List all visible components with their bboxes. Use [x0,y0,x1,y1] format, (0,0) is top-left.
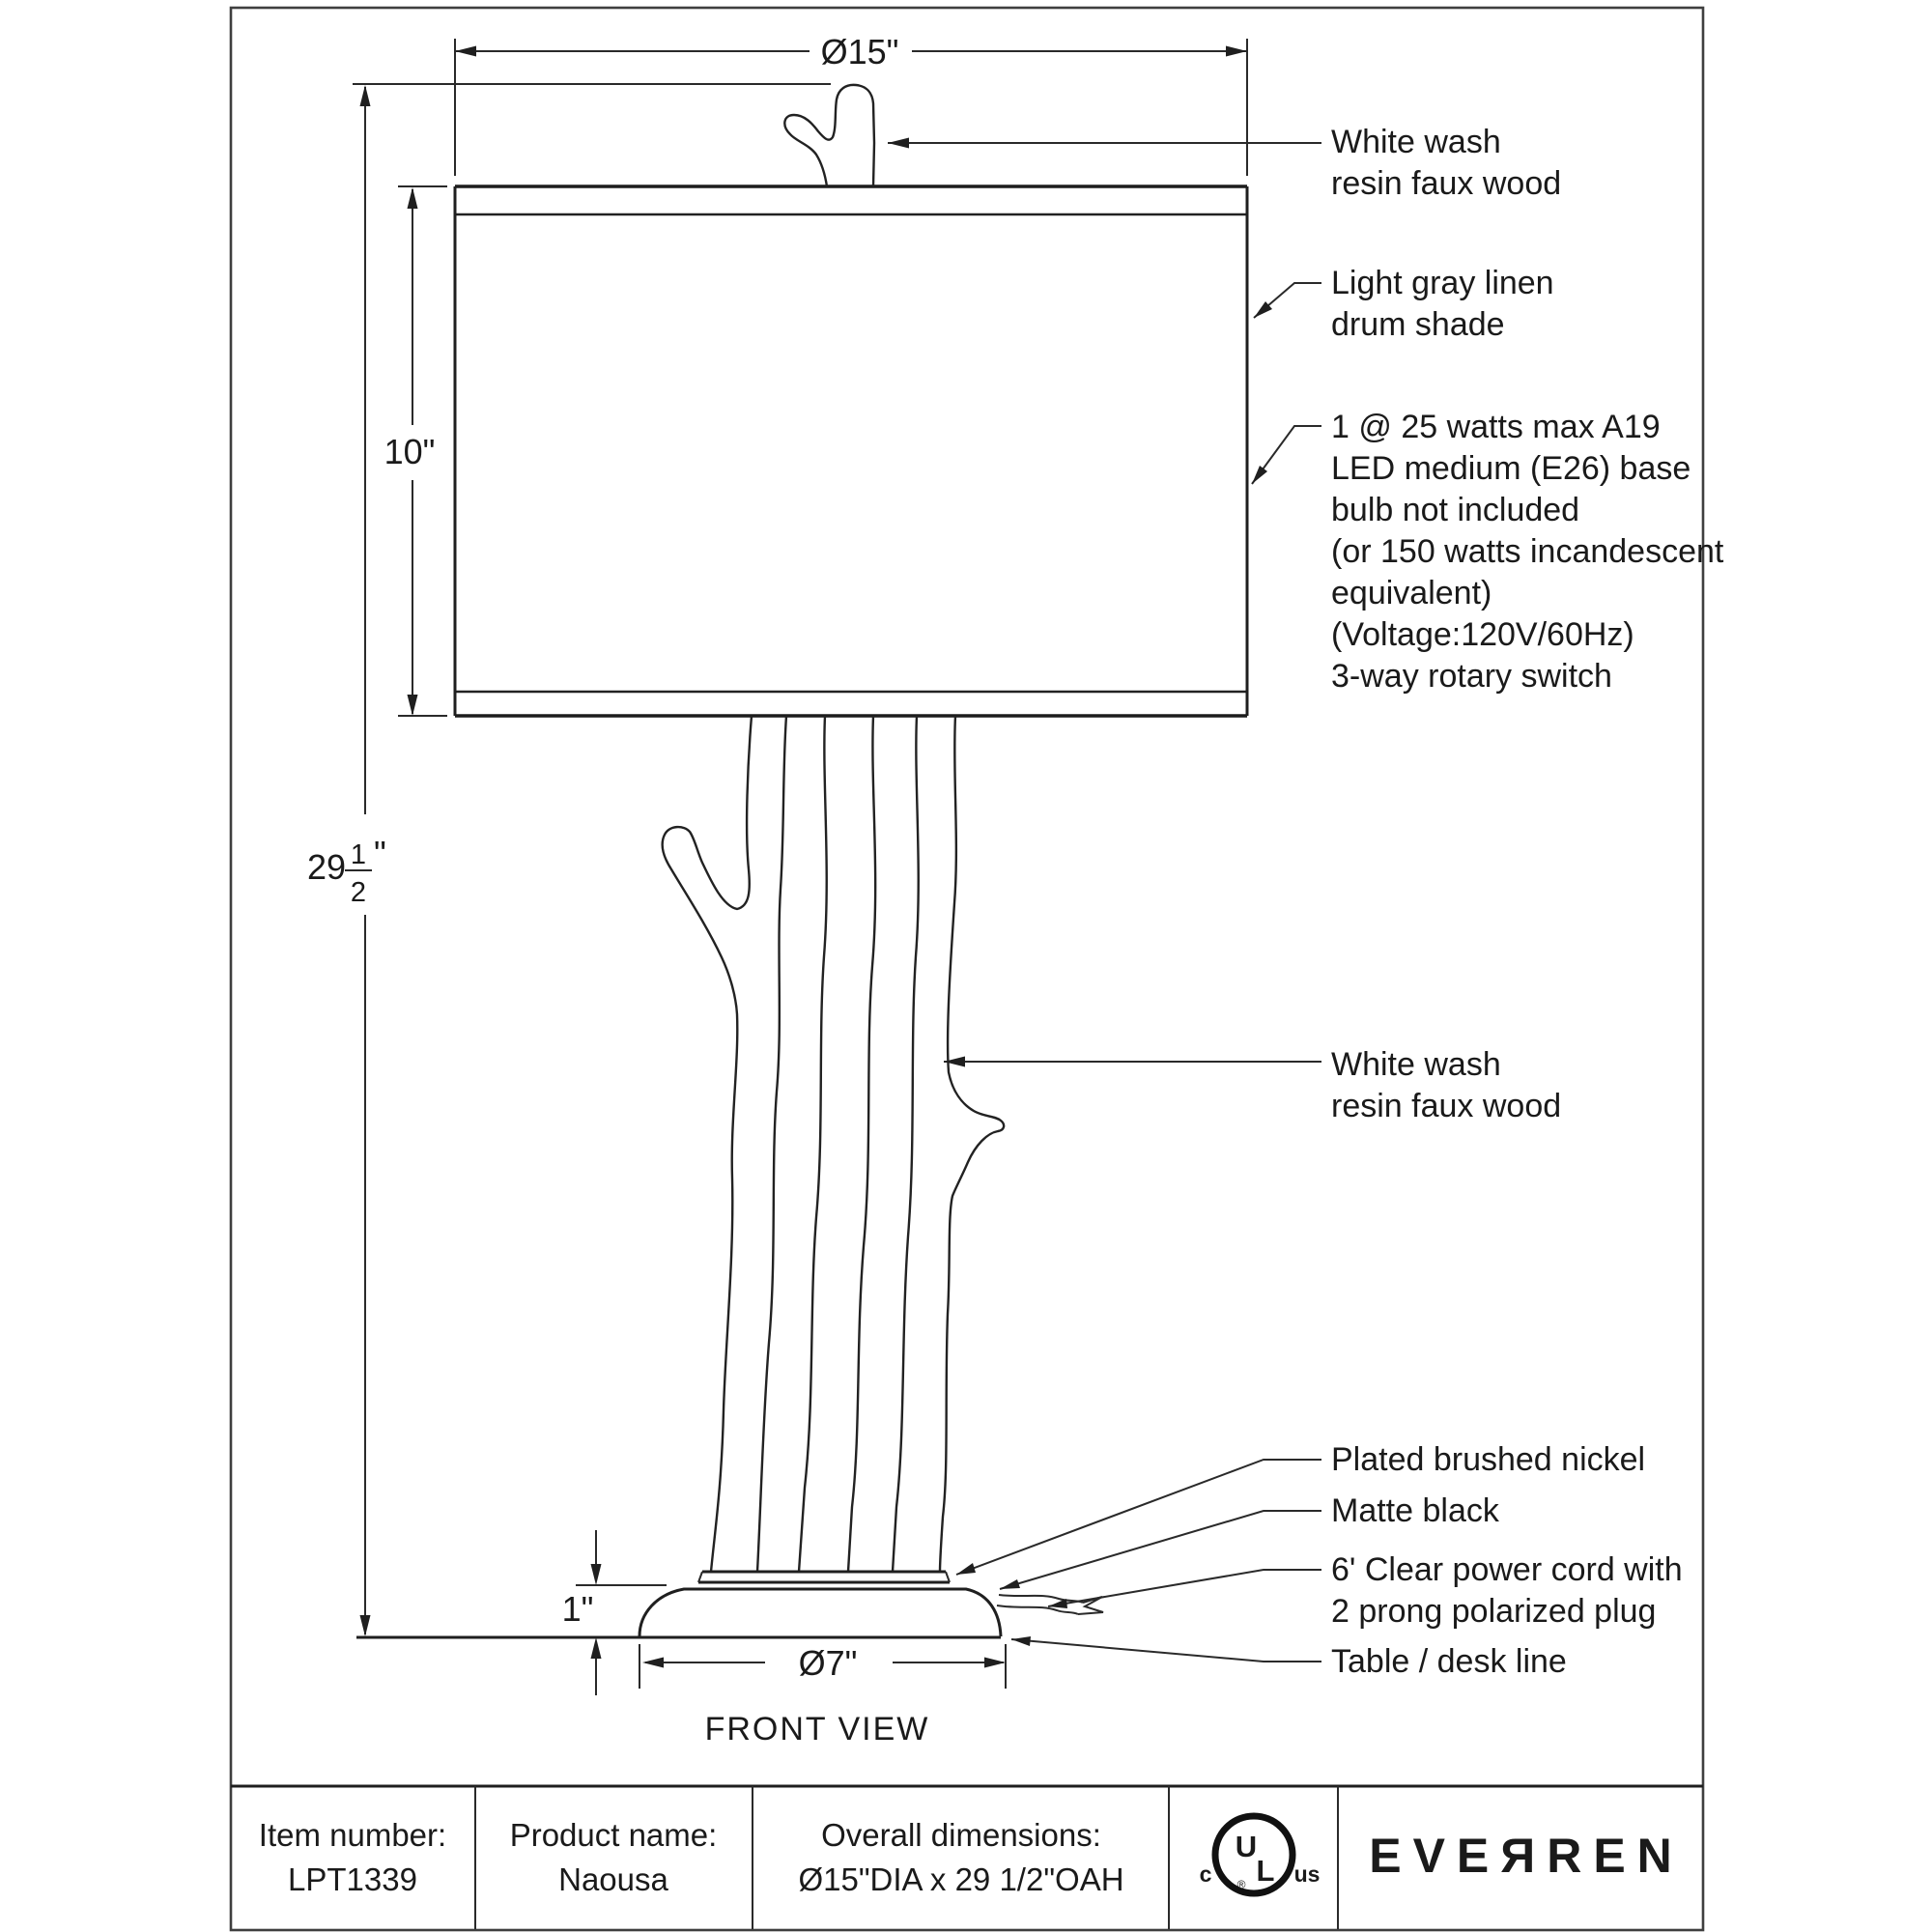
overall-height-unit: " [374,834,386,873]
lamp-base [639,1589,1001,1636]
bulb-note-line4: (or 150 watts incandescent [1331,533,1724,570]
ul-mark-l: L [1256,1854,1275,1888]
ul-c-mark: c [1199,1861,1212,1887]
overall-height-denominator: 2 [350,877,367,908]
body-note-line1: White wash [1331,1046,1501,1083]
annotation-texts [1331,124,1724,1680]
shade-note-line2: drum shade [1331,306,1505,343]
ul-registered-symbol: ® [1236,1878,1246,1891]
shade-height-label: 10" [384,432,436,471]
ul-us-mark: us [1293,1861,1321,1887]
item-number-value: LPT1339 [288,1861,417,1897]
bulb-note-line1: 1 @ 25 watts max A19 [1331,409,1661,445]
finial-note-line1: White wash [1331,124,1501,160]
dim-overall-height [307,85,386,1636]
shade-note-line1: Light gray linen [1331,265,1554,301]
view-label: FRONT VIEW [704,1711,930,1747]
body-note-line2: resin faux wood [1331,1088,1562,1124]
title-block [231,1786,1703,1929]
overall-height-whole: 29 [306,847,346,887]
base-diameter-label: Ø7" [798,1643,858,1683]
base-finish-note: Matte black [1331,1492,1499,1529]
dim-base-height [562,1530,602,1695]
drum-shade [455,186,1247,716]
overall-dimensions-label: Overall dimensions: [821,1817,1101,1853]
bulb-note-line3: bulb not included [1331,492,1580,528]
tree-trunk-body [663,716,1005,1572]
bulb-note-line2: LED medium (E26) base [1331,450,1691,487]
branch-finial [784,85,874,186]
leader-lines [888,138,1321,1662]
dimension-lines [307,32,1247,1695]
cord-note-line1: 6' Clear power cord with [1331,1551,1683,1588]
bulb-note-line6: (Voltage:120V/60Hz) [1331,616,1634,653]
ul-certification-icon [1200,1816,1321,1893]
overall-dimensions-value: Ø15"DIA x 29 1/2"OAH [798,1861,1124,1897]
neck-finish-note: Plated brushed nickel [1331,1441,1646,1478]
table-line-note: Table / desk line [1331,1643,1567,1680]
cord-note-line2: 2 prong polarized plug [1331,1593,1657,1630]
bulb-note-line5: equivalent) [1331,575,1492,611]
brand-logo: EVEЯREN [1369,1829,1684,1883]
shade-diameter-label: Ø15" [820,32,899,71]
dim-shade-diameter [455,32,1247,71]
ul-mark-u: U [1235,1830,1258,1863]
dim-base-diameter [642,1643,1006,1683]
lamp-drawing [356,85,1247,1637]
product-name-label: Product name: [509,1817,718,1853]
overall-height-numerator: 1 [350,839,367,870]
nickel-collar [698,1572,950,1582]
item-number-label: Item number: [258,1817,447,1853]
bulb-note-line7: 3-way rotary switch [1331,658,1612,695]
dim-shade-height [384,187,436,716]
product-name-value: Naousa [558,1861,668,1897]
base-height-label: 1" [561,1589,594,1629]
finial-note-line2: resin faux wood [1331,165,1562,202]
power-cord [997,1595,1103,1614]
